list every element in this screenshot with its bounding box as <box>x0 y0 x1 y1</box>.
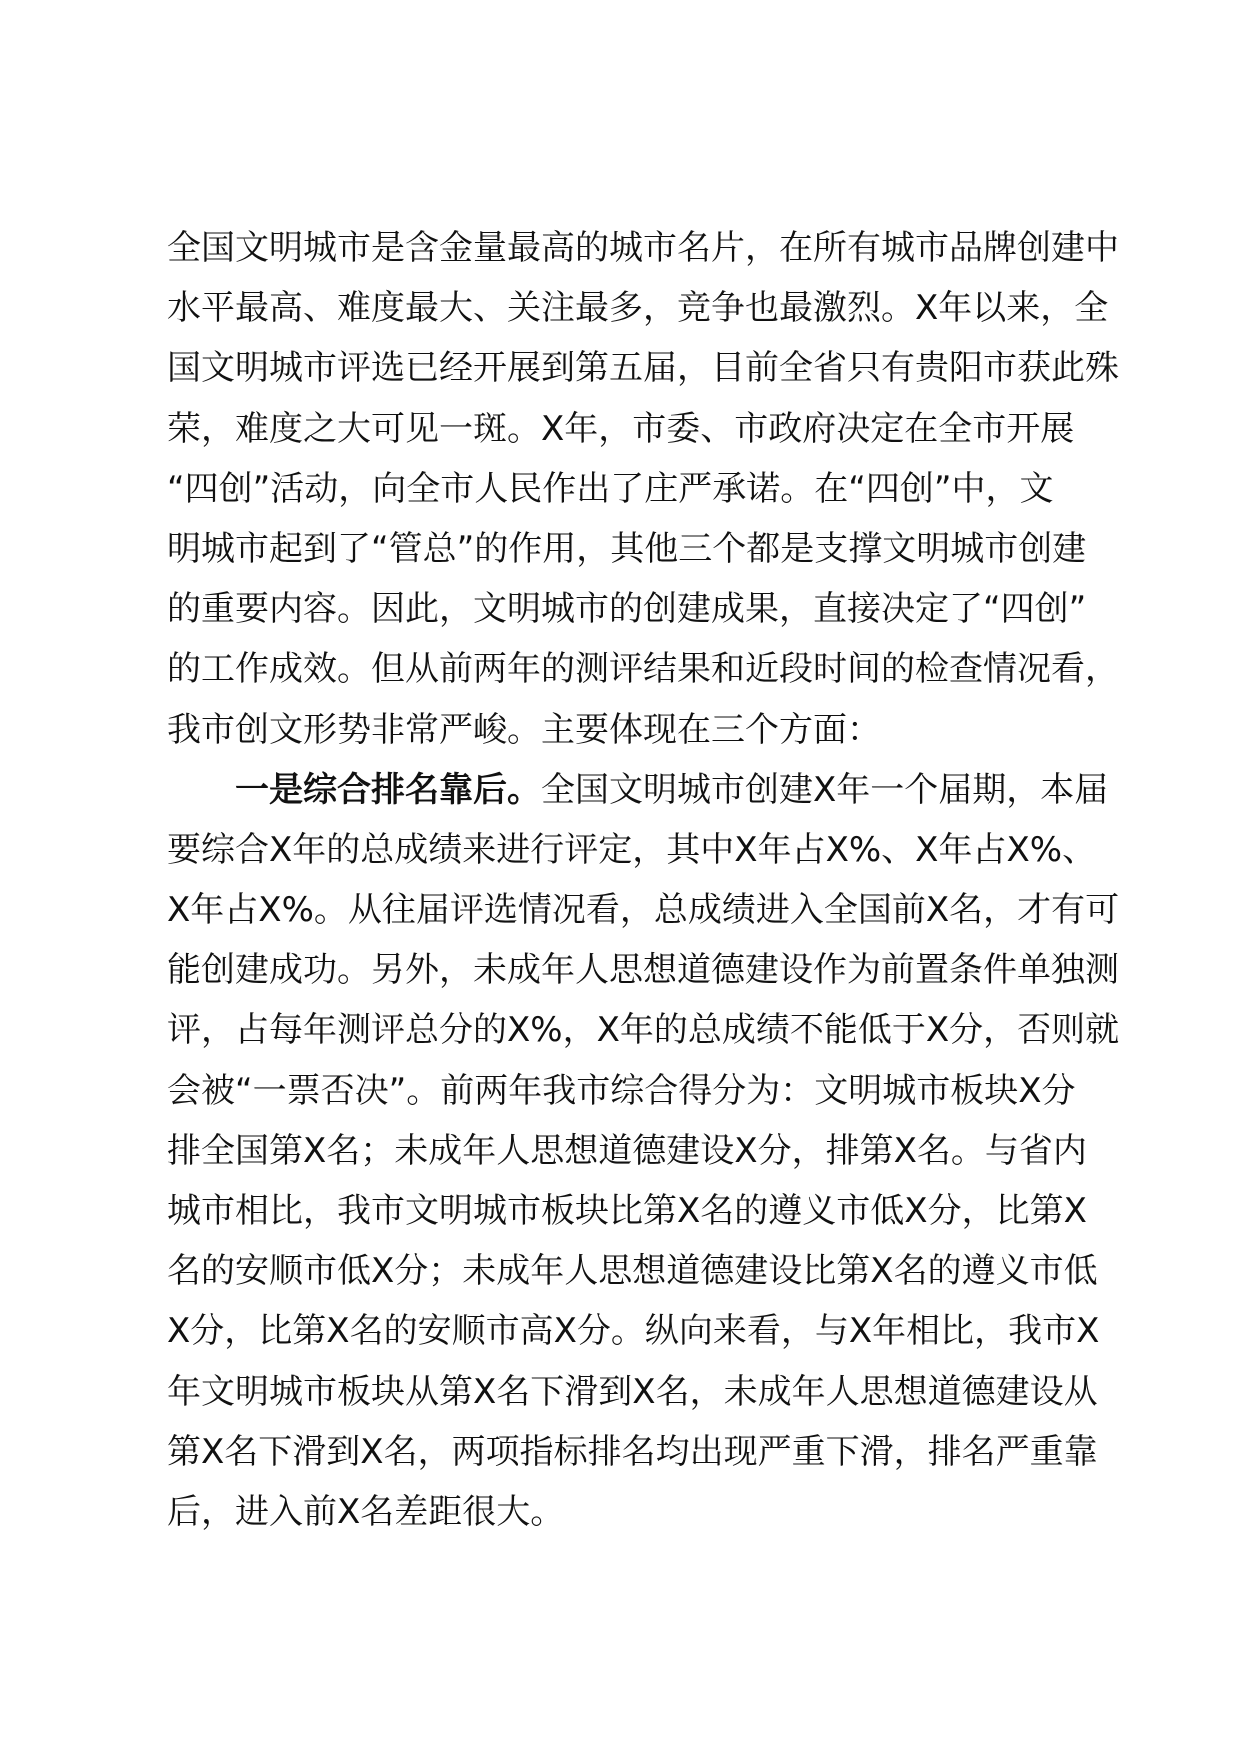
paragraph-intro <box>167 218 1119 760</box>
paragraph-lead-heading: 一是综合排名靠后。 <box>235 769 541 810</box>
text-line: 会被“一票否决”。前两年我市综合得分为：文明城市板块X分 <box>167 1070 1076 1111</box>
text-line: X年占X%。从往届评选情况看，总成绩进入全国前X名，才有可 <box>167 890 1119 931</box>
text-line: X分，比第X名的安顺市高X分。纵向来看，与X年相比，我市X <box>167 1311 1100 1352</box>
text-line: “四创”活动，向全市人民作出了庄严承诺。在“四创”中，文 <box>167 468 1054 509</box>
text-line: 的重要内容。因此，文明城市的创建成果，直接决定了“四创” <box>167 589 1087 630</box>
text-line: 全国文明城市是含金量最高的城市名片，在所有城市品牌创建中 <box>167 228 1119 268</box>
text-line: 水平最高、难度最大、关注最多，竞争也最激烈。X年以来，全 <box>167 288 1109 329</box>
text-line: 后，进入前X名差距很大。 <box>167 1491 565 1532</box>
text-line: 名的安顺市低X分；未成年人思想道德建设比第X名的遵义市低 <box>167 1251 1098 1292</box>
document-body <box>167 218 1119 1542</box>
text-line: 要综合X年的总成绩来进行评定，其中X年占X%、X年占X%、 <box>167 829 1097 870</box>
text-line: 年文明城市板块从第X名下滑到X名，未成年人思想道德建设从 <box>167 1371 1098 1412</box>
text-line: 能创建成功。另外，未成年人思想道德建设作为前置条件单独测 <box>167 950 1119 991</box>
text-line: 我市创文形势非常严峻。主要体现在三个方面： <box>167 709 881 750</box>
paragraph-first-line <box>167 760 1119 820</box>
text-line: 排全国第X名；未成年人思想道德建设X分，排第X名。与省内 <box>167 1130 1087 1171</box>
text-line: 城市相比，我市文明城市板块比第X名的遵义市低X分，比第X <box>167 1191 1087 1231</box>
text-line: 荣，难度之大可见一斑。X年，市委、市政府决定在全市开展 <box>167 408 1075 449</box>
text-line: 第X名下滑到X名，两项指标排名均出现严重下滑，排名严重靠 <box>167 1431 1098 1472</box>
paragraph-ranking <box>167 760 1119 1542</box>
text-line: 国文明城市评选已经开展到第五届，目前全省只有贵阳市获此殊 <box>167 348 1119 389</box>
text-line: 的工作成效。但从前两年的测评结果和近段时间的检查情况看， <box>167 649 1119 690</box>
text-line: 明城市起到了“管总”的作用，其他三个都是支撑文明城市创建 <box>167 528 1087 569</box>
paragraph-lead-rest: 全国文明城市创建X年一个届期，本届 <box>541 769 1109 810</box>
text-line: 评，占每年测评总分的X%，X年的总成绩不能低于X分，否则就 <box>167 1010 1119 1051</box>
